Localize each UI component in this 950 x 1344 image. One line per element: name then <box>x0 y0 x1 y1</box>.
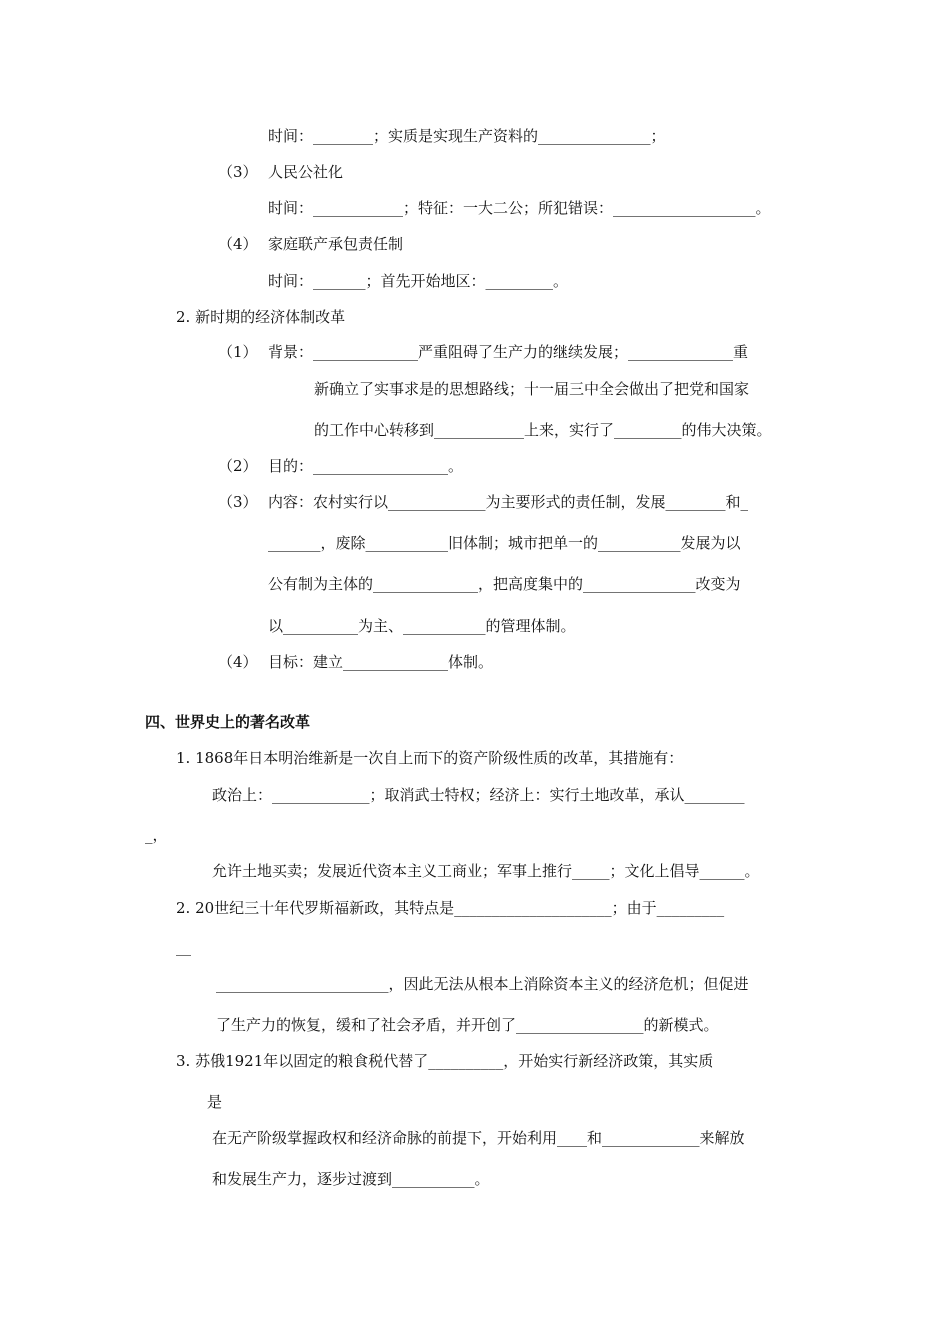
text-line: 1. 1868年日本明治维新是一次自上而下的资产阶级性质的改革，其措施有： <box>176 749 684 767</box>
text-line: 2. 20世纪三十年代罗斯福新政，其特点是_____________________；由于_________ <box>176 899 725 917</box>
text-line: 目标：建立______________体制。 <box>268 653 494 671</box>
text-line: 时间：________；实质是实现生产资料的_______________； <box>268 127 666 145</box>
text-line: 以__________为主、___________的管理体制。 <box>268 617 576 635</box>
text-line: 是 <box>207 1093 223 1111</box>
text-line: 的工作中心转移到____________上来，实行了_________的伟大决策。 <box>314 421 772 439</box>
text-line: 家庭联产承包责任制 <box>268 235 404 253</box>
text-line: 了生产力的恢复，缓和了社会矛盾，并开创了_________________的新模式。 <box>216 1016 719 1034</box>
text-line: 3. 苏俄1921年以固定的粮食税代替了__________，开始实行新经济政策，其实质 <box>176 1052 714 1070</box>
text-line: 公有制为主体的______________，把高度集中的_______________改变为 <box>268 575 741 593</box>
item-number: （4） <box>218 653 258 671</box>
text-line: 允许土地买卖；发展近代资本主义工商业；军事上推行_____；文化上倡导______。 <box>212 862 760 880</box>
item-number: （4） <box>218 235 258 253</box>
text-line: 政治上：_____________；取消武士特权；经济上：实行土地改革，承认________ <box>212 786 745 804</box>
item-number: （3） <box>218 493 258 511</box>
text-line: 新确立了实事求是的思想路线；十一届三中全会做出了把党和国家 <box>314 380 750 398</box>
text-line: 内容：农村实行以_____________为主要形式的责任制，发展________和_ <box>268 493 749 511</box>
text-line: _______________________，因此无法从根本上消除资本主义的经济危机；但促进 <box>216 975 749 993</box>
text-line: _， <box>145 826 168 844</box>
text-line: 背景：______________严重阻碍了生产力的继续发展；______________重 <box>268 343 749 361</box>
text-line: 时间：_______；首先开始地区：_________。 <box>268 272 569 290</box>
text-line: 时间：____________；特征：一大二公；所犯错误：___________________。 <box>268 199 771 217</box>
section-heading: 四、世界史上的著名改革 <box>145 713 311 731</box>
item-number: （2） <box>218 457 258 475</box>
text-line: 在无产阶级掌握政权和经济命脉的前提下，开始利用____和_____________来解放 <box>212 1129 745 1147</box>
item-number: （3） <box>218 163 258 181</box>
text-line: 人民公社化 <box>268 163 344 181</box>
item-number: （1） <box>218 343 258 361</box>
text-line: 目的：__________________。 <box>268 457 464 475</box>
text-line: 2. 新时期的经济体制改革 <box>176 308 346 326</box>
text-line: 和发展生产力，逐步过渡到___________。 <box>212 1170 490 1188</box>
text-line: _______，废除___________旧体制；城市把单一的___________发展为以 <box>268 534 741 552</box>
text-line: __ <box>176 938 191 956</box>
